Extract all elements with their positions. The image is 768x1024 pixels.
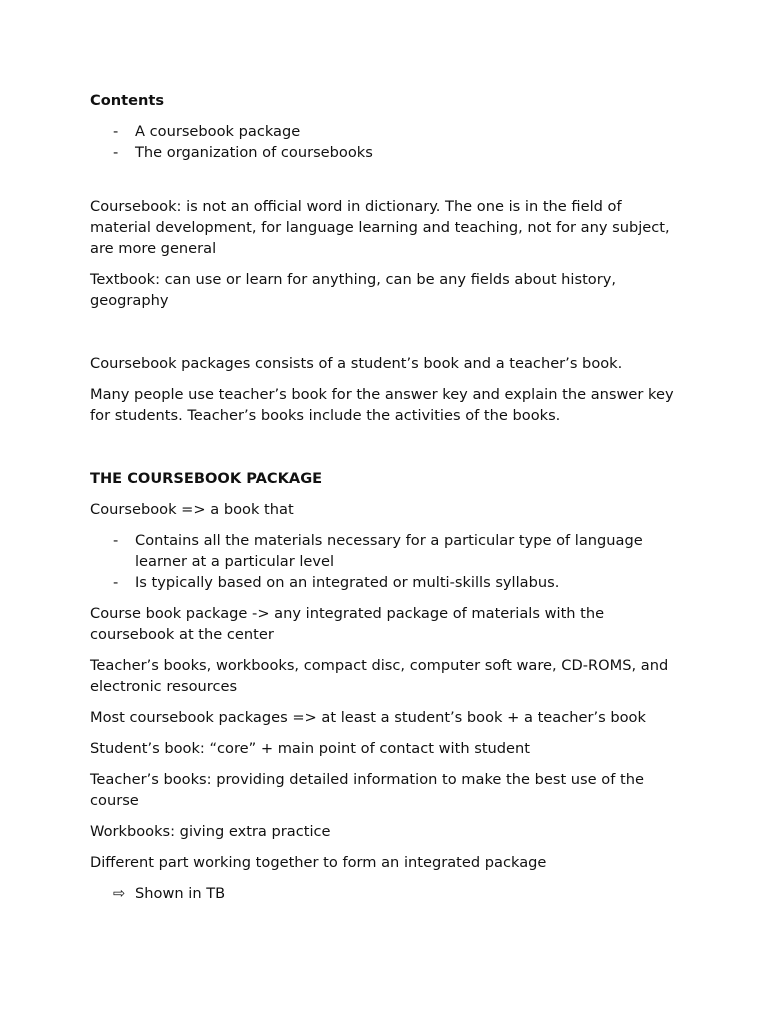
contents-list [90,121,680,163]
list-item-text: Shown in TB [135,885,226,902]
list-item-text: A coursebook package [135,123,301,140]
list-item [90,530,680,572]
section-paragraph: Teacher’s books, workbooks, compact disc, computer soft ware, CD-ROMS, and electronic resources [90,657,669,695]
list-item-text: Is typically based on an integrated or multi-skills syllabus. [135,574,560,591]
contents-heading: Contents [90,92,165,109]
list-item-text: The organization of coursebooks [135,144,373,161]
textbook-definition: Textbook: can use or learn for anything, can be any fields about history, geography [90,271,617,309]
section-paragraph: Different part working together to form an integrated package [90,854,547,871]
list-item [90,572,680,593]
section-heading: THE COURSEBOOK PACKAGE [90,470,323,487]
list-item-text: Contains all the materials necessary for a particular type of language learner at a particular level [135,532,643,570]
section-paragraph: Course book package -> any integrated package of materials with the coursebook at the center [90,605,605,643]
packages-paragraph-2: Many people use teacher’s book for the answer key and explain the answer key for students. Teacher’s books include the activities of the books. [90,386,674,424]
section-intro: Coursebook => a book that [90,501,294,518]
section-paragraph: Most coursebook packages => at least a student’s book + a teacher’s book [90,709,646,726]
dash-bullet: - [113,123,119,140]
dash-bullet: - [113,144,119,161]
list-item [90,883,680,904]
coursebook-features-list [90,530,680,593]
dash-bullet: - [113,574,119,591]
arrow-list [90,883,680,904]
coursebook-definition: Coursebook: is not an official word in dictionary. The one is in the field of material development, for language learning and teaching, not for any subject, are more general [90,198,670,257]
packages-paragraph-1: Coursebook packages consists of a student’s book and a teacher’s book. [90,355,623,372]
arrow-icon: ⇨ [113,885,126,902]
document-page [90,90,680,904]
section-paragraph: Workbooks: giving extra practice [90,823,331,840]
list-item [90,142,680,163]
dash-bullet: - [113,532,119,549]
section-paragraph: Student’s book: “core” + main point of contact with student [90,740,530,757]
section-paragraph: Teacher’s books: providing detailed information to make the best use of the course [90,771,644,809]
list-item [90,121,680,142]
